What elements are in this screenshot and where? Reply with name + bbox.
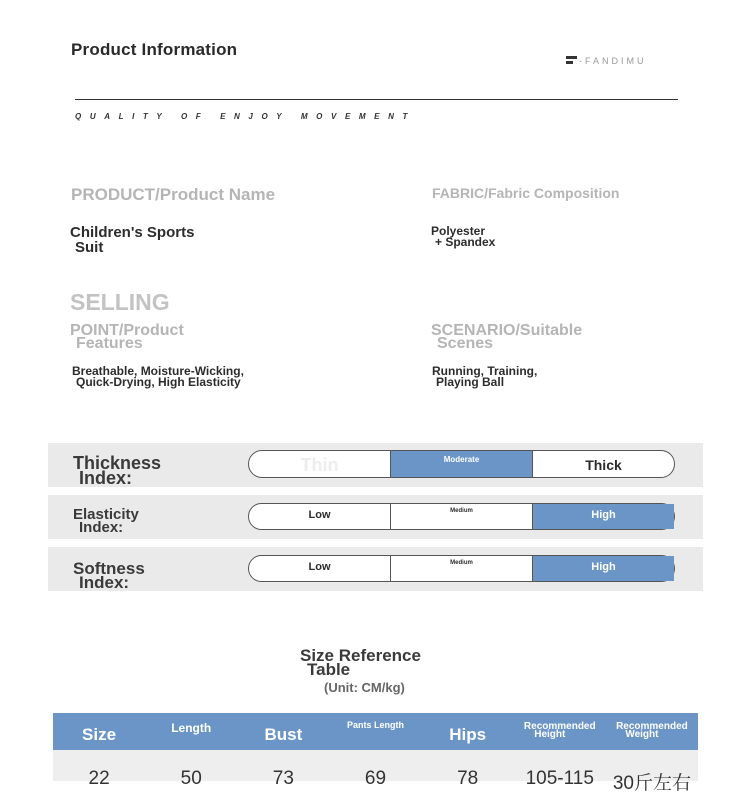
cell-pants-length: 69 <box>364 768 387 789</box>
thickness-option-thin: Thin <box>300 455 339 475</box>
features-line2: Quick-Drying, High Elasticity <box>76 375 241 390</box>
cell-bust: 73 <box>272 768 294 789</box>
elasticity-index-label <box>73 506 139 536</box>
features-value <box>72 366 244 389</box>
header-pants-length: Pants Length <box>346 720 404 730</box>
features-line1: Breathable, Moisture-Wicking, <box>72 364 244 378</box>
size-table-title <box>300 646 421 679</box>
thickness-option-thick: Thick <box>532 451 674 477</box>
softness-label-line2: Index: <box>79 573 130 593</box>
size-table-header <box>53 713 698 750</box>
thickness-label-line2: Index: <box>79 468 133 489</box>
header-hips: Hips <box>449 725 487 744</box>
cell-length: 50 <box>180 768 202 789</box>
size-table-unit: (Unit: CM/kg) <box>324 680 405 695</box>
thickness-index-label <box>73 453 162 489</box>
selling-label-heading: SELLING <box>70 289 170 315</box>
scenario-label-line2: Scenes <box>437 334 494 352</box>
scenario-value <box>432 366 537 389</box>
page-title: Product Information <box>71 40 238 59</box>
scenario-label-line1: SCENARIO/Suitable <box>431 322 583 339</box>
softness-option-high: High <box>532 556 674 581</box>
thickness-label-line1: Thickness <box>73 453 162 473</box>
size-title-line2: Table <box>307 659 351 679</box>
fabric-line2: + Spandex <box>435 235 496 250</box>
elasticity-scale <box>248 503 675 530</box>
elasticity-label-line2: Index: <box>79 518 124 536</box>
thickness-option-moderate: Moderate <box>390 451 532 477</box>
cell-height: 105-115 <box>525 768 594 789</box>
fabric-value <box>431 226 495 249</box>
size-title-line1: Size Reference <box>300 646 421 665</box>
elasticity-option-medium: Medium <box>390 504 532 529</box>
table-row <box>53 750 698 794</box>
thickness-index-row <box>48 443 703 487</box>
product-name-value <box>70 225 194 255</box>
header-bust: Bust <box>264 725 303 744</box>
cell-size: 22 <box>88 768 110 789</box>
header-recommended-weight: Recommended Weight <box>616 721 688 740</box>
product-name-line2: Suit <box>75 239 104 256</box>
cell-hips: 78 <box>457 768 479 789</box>
elasticity-option-low: Low <box>308 509 331 521</box>
brand-name: -FANDIMU <box>579 55 647 66</box>
thickness-scale <box>248 450 675 478</box>
header-size: Size <box>82 725 117 744</box>
brand-logo <box>566 55 647 66</box>
cell-weight: 30斤左右 <box>612 773 691 794</box>
softness-option-medium: Medium <box>390 556 532 581</box>
softness-index-label <box>73 559 145 593</box>
softness-scale <box>248 555 675 582</box>
scenario-label <box>431 322 583 352</box>
fabric-line1: Polyester <box>431 224 486 238</box>
product-name-label: PRODUCT/Product Name <box>71 185 276 204</box>
elasticity-index-row <box>48 495 703 539</box>
selling-label-line3: Features <box>76 334 143 352</box>
softness-label-line1: Softness <box>73 559 145 578</box>
brand-mark-icon <box>566 55 577 66</box>
selling-label-sub <box>70 322 184 352</box>
tagline: QUALITY OF ENJOY MOVEMENT <box>75 112 416 121</box>
fabric-label: FABRIC/Fabric Composition <box>432 185 620 201</box>
header-divider <box>75 99 678 100</box>
scenario-line1: Running, Training, <box>432 364 538 378</box>
elasticity-option-high: High <box>532 504 674 529</box>
scenario-line2: Playing Ball <box>436 375 505 390</box>
header-recommended-height: Recommended Height <box>523 721 596 740</box>
selling-label-line2: POINT/Product <box>70 322 184 339</box>
product-name-line1: Children's Sports <box>70 224 195 241</box>
elasticity-label-line1: Elasticity <box>73 506 139 523</box>
softness-index-row <box>48 547 703 591</box>
header-length: Length <box>171 721 212 735</box>
softness-option-low: Low <box>308 561 331 573</box>
